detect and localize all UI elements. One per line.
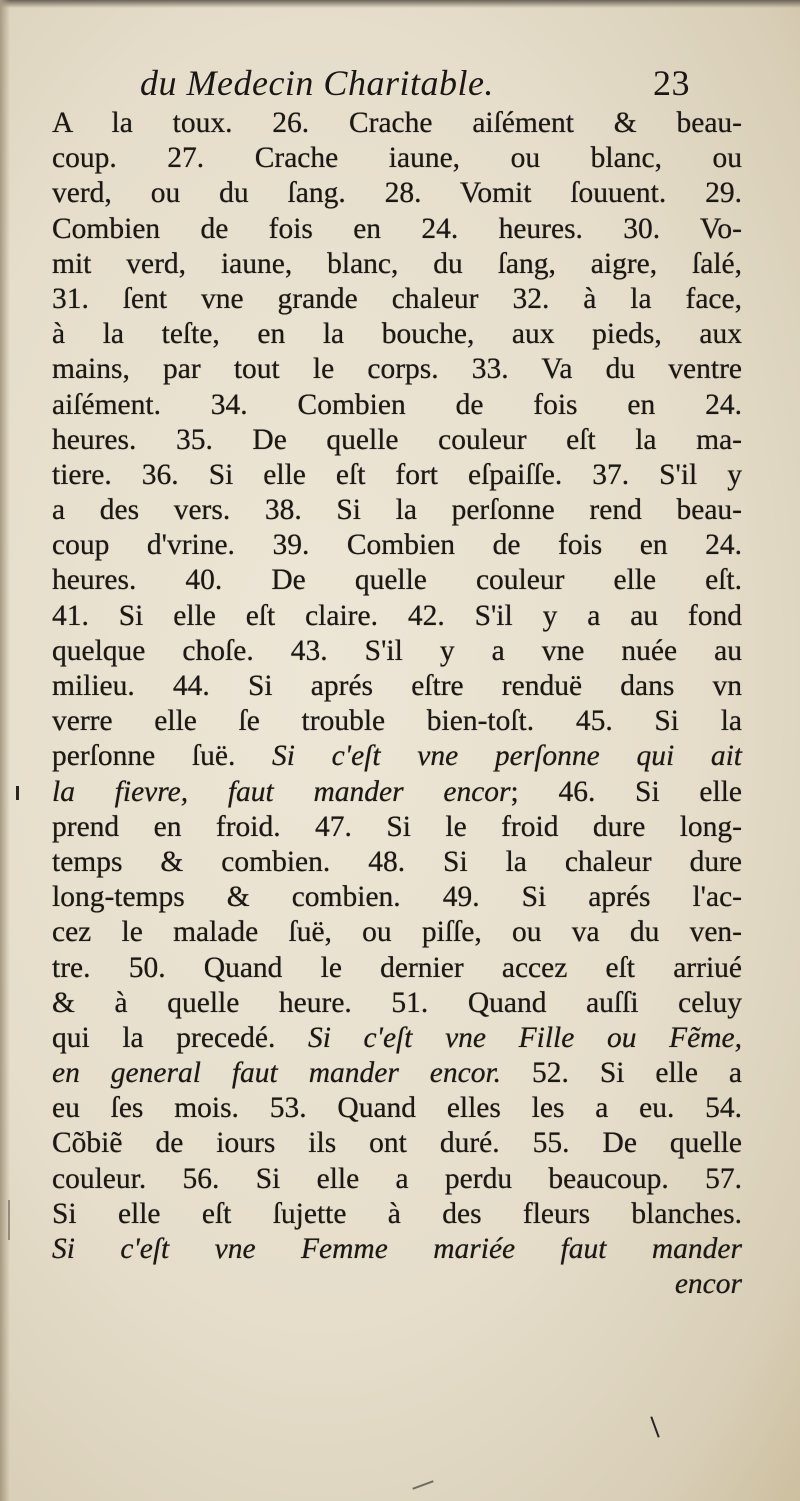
text-segment: verd, ou du ſang. 28. Vomit ſouuent. 29. <box>52 177 742 210</box>
page-number: 23 <box>653 63 690 103</box>
text-line <box>52 493 742 528</box>
text-segment: temps & combien. 48. Si la chaleur dure <box>52 845 742 878</box>
text-segment: couleur. 56. Si elle a perdu beaucoup. 57. <box>52 1162 742 1195</box>
text-line <box>52 599 742 634</box>
text-segment: a des vers. 38. Si la perſonne rend beau- <box>52 494 742 527</box>
text-segment: prend en froid. 47. Si le froid dure long- <box>52 810 742 843</box>
text-segment: & à quelle heure. 51. Quand auſſi celuy <box>52 986 742 1019</box>
text-line <box>52 1126 742 1161</box>
text-segment: qui la precedé. <box>52 1021 308 1054</box>
text-segment: ; 46. Si elle <box>510 775 742 808</box>
text-segment: à la teſte, en la bouche, aux pieds, aux <box>52 318 742 351</box>
body-text <box>52 106 742 1302</box>
text-segment: tiere. 36. Si elle eſt fort eſpaiſſe. 37. S'il y <box>52 458 742 491</box>
page-top-shadow <box>0 0 800 8</box>
text-line <box>52 986 742 1021</box>
margin-mark <box>8 1200 10 1240</box>
text-line <box>52 528 742 563</box>
italic-segment: Si c'eſt vne Fille ou Fẽme, <box>307 1021 743 1054</box>
text-line <box>52 282 742 317</box>
text-segment: heures. 35. De quelle couleur eſt la ma- <box>52 423 742 456</box>
text-line <box>52 247 742 282</box>
italic-segment: en general faut mander encor. <box>52 1057 502 1090</box>
text-segment: mit verd, iaune, blanc, du ſang, aigre, ſalé, <box>52 247 742 280</box>
text-line <box>52 1232 742 1267</box>
text-line <box>52 1267 742 1302</box>
text-line <box>52 106 742 141</box>
text-line <box>52 1091 742 1126</box>
text-line <box>52 563 742 598</box>
text-segment: Cõbiẽ de iours ils ont duré. 55. De quelle <box>52 1127 742 1160</box>
text-segment: heures. 40. De quelle couleur elle eſt. <box>52 564 742 597</box>
text-segment: 52. Si elle a <box>501 1057 742 1090</box>
text-segment: 41. Si elle eſt claire. 42. S'il y a au fond <box>52 599 742 632</box>
text-line <box>52 915 742 950</box>
text-line <box>52 704 742 739</box>
text-segment: 31. ſent vne grande chaleur 32. à la face, <box>52 282 742 315</box>
text-segment: coup. 27. Crache iaune, ou blanc, ou <box>52 142 742 175</box>
text-line <box>52 951 742 986</box>
text-segment: tre. 50. Quand le dernier accez eſt arriué <box>52 951 742 984</box>
text-segment: A la toux. 26. Crache aiſément & beau- <box>52 107 742 139</box>
text-segment: coup d'vrine. 39. Combien de fois en 24. <box>52 529 742 562</box>
italic-segment: Si c'eſt vne Femme mariée faut mander <box>52 1233 742 1265</box>
italic-segment: la fievre, faut mander encor <box>52 775 511 808</box>
text-line <box>52 1197 742 1232</box>
text-line <box>52 669 742 704</box>
text-segment: Si elle eſt ſujette à des fleurs blanches. <box>52 1197 742 1230</box>
text-line <box>52 212 742 247</box>
text-line <box>52 775 742 810</box>
text-line <box>52 458 742 493</box>
text-line <box>52 634 742 669</box>
text-line <box>52 1162 742 1197</box>
italic-segment: encor <box>674 1268 742 1301</box>
text-line <box>52 810 742 845</box>
text-segment: cez le malade ſuë, ou piſſe, ou va du ven- <box>52 916 742 949</box>
text-line <box>52 388 742 423</box>
text-line <box>52 352 742 387</box>
margin-mark <box>650 1416 659 1437</box>
text-segment: eu ſes mois. 53. Quand elles les a eu. 54. <box>52 1092 742 1125</box>
text-line <box>52 845 742 880</box>
text-line <box>52 1021 742 1056</box>
text-line <box>52 1056 742 1091</box>
margin-mark <box>16 786 19 800</box>
text-segment: quelque choſe. 43. S'il y a vne nuée au <box>52 634 742 667</box>
text-line <box>52 141 742 176</box>
page-left-edge <box>0 0 10 1501</box>
running-title: du Medecin Charitable. <box>140 63 494 103</box>
text-segment: mains, par tout le corps. 33. Va du ventre <box>52 353 742 386</box>
text-segment: long-temps & combien. 49. Si aprés l'ac- <box>52 881 742 914</box>
text-segment: aiſément. 34. Combien de fois en 24. <box>52 388 742 421</box>
text-line <box>52 423 742 458</box>
text-line <box>52 880 742 915</box>
text-segment: Combien de fois en 24. heures. 30. Vo- <box>52 212 742 245</box>
text-segment: perſonne ſuë. <box>52 740 273 773</box>
text-line <box>52 317 742 352</box>
margin-mark <box>412 1480 433 1489</box>
text-line <box>52 739 742 774</box>
text-segment: milieu. 44. Si aprés eſtre renduë dans vn <box>52 670 742 702</box>
text-segment: verre elle ſe trouble bien-toſt. 45. Si la <box>52 705 742 738</box>
italic-segment: Si c'eſt vne perſonne qui ait <box>272 740 742 773</box>
text-line <box>52 176 742 211</box>
